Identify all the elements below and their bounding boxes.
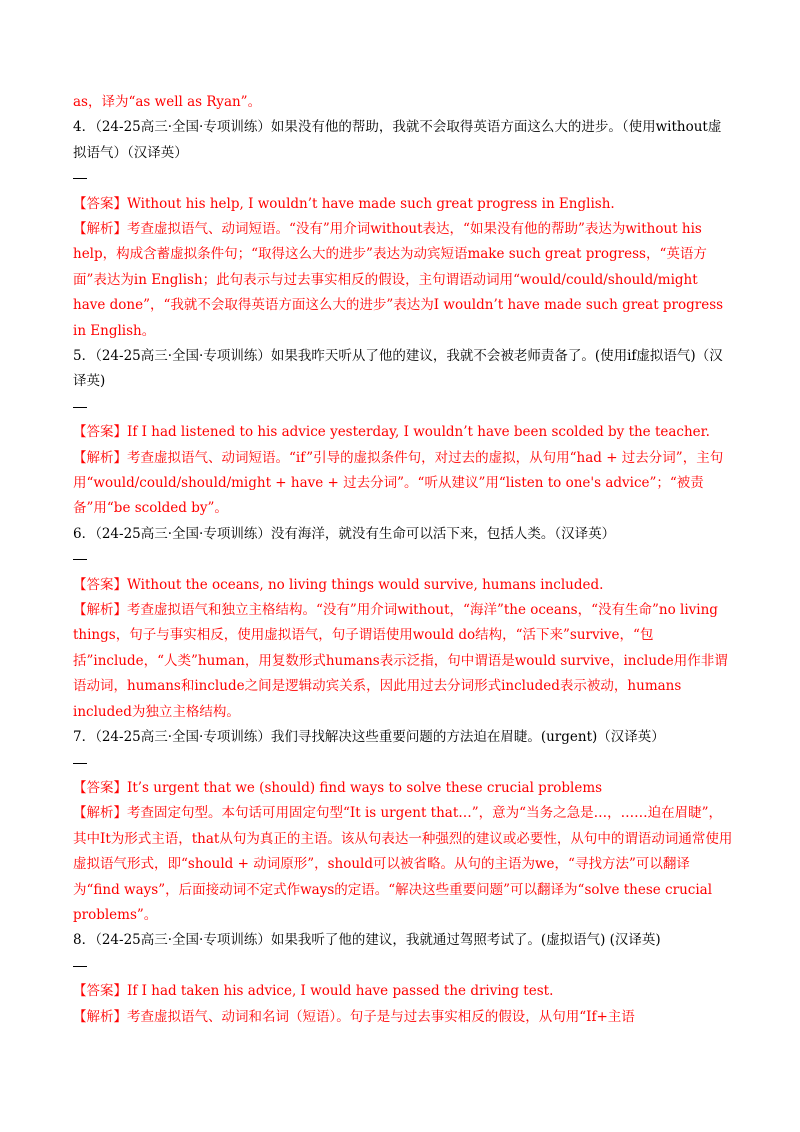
analysis-text: 考查虚拟语气、动词短语。“if”引导的虚拟条件句，对过去的虚拟，从句用“had + 过去分词”，主句用“would/could/should/might + have + 过去分词”。“听从建议”用“listen to one's advice”；“被责备”用“be scolded by”。	[73, 449, 724, 517]
analysis-line	[73, 801, 733, 928]
analysis-line	[73, 598, 733, 725]
analysis-text: 考查虚拟语气和独立主格结构。“没有”用介词without，“海洋”the oceans，“没有生命”no living things，句子与事实相反，使用虚拟语气，句子谓语使用would do结构，“活下来”survive，“包括”include，“人类”human，用复数形式humans表示泛指，句中谓语是would survive，include用作非谓语动词，humans和include之间是逻辑动宾关系，因此用过去分词形式included表示被动，humans included为独立主格结构。	[73, 602, 728, 720]
answer-blank	[73, 547, 733, 572]
question-number: 5．	[73, 348, 96, 365]
analysis-tag: 【解析】	[73, 221, 127, 238]
question-text: （24-25高三·全国·专项训练）如果我听了他的建议，我就通过驾照考试了。(虚拟语气) (汉译英)	[95, 932, 661, 949]
question-block	[73, 522, 733, 725]
blank-line	[73, 407, 87, 408]
question-number: 7．	[73, 729, 96, 746]
lead-text: as，译为“as well as Ryan”。	[73, 94, 262, 110]
answer-text: Without his help, I wouldn’t have made such great progress in English.	[127, 195, 615, 212]
analysis-line	[73, 217, 733, 344]
question-stem	[73, 725, 733, 750]
analysis-line	[73, 1005, 733, 1030]
analysis-tag: 【解析】	[73, 1008, 127, 1025]
question-block	[73, 115, 733, 344]
question-stem	[73, 115, 733, 166]
answer-text: If I had listened to his advice yesterday, I wouldn’t have been scolded by the teacher.	[127, 424, 710, 441]
analysis-text: 考查虚拟语气、动词和名词（短语）。句子是与过去事实相反的假设，从句用“If+主语	[127, 1008, 635, 1025]
question-text: （24-25高三·全国·专项训练）如果我昨天听从了他的建议，我就不会被老师责备了。(使用if虚拟语气)（汉译英)	[73, 348, 723, 390]
answer-tag: 【答案】	[73, 983, 127, 1000]
question-block	[73, 928, 733, 1030]
question-text: （24-25高三·全国·专项训练）没有海洋，就没有生命可以活下来，包括人类。（汉译英）	[95, 525, 616, 542]
blank-line	[73, 178, 87, 179]
analysis-text: 考查固定句型。本句话可用固定句型“It is urgent that…”，意为“当务之急是…，……迫在眉睫”，其中It为形式主语，that从句为真正的主语。该从句表达一种强烈的建议或必要性，从句中的谓语动词通常使用虚拟语气形式，即“should + 动词原形”，should可以被省略。从句的主语为we，“寻找方法”可以翻译为“find ways”，后面接动词不定式作ways的定语。“解决这些重要问题”可以翻译为“solve these crucial problems”。	[73, 805, 733, 923]
answer-tag: 【答案】	[73, 195, 127, 212]
question-number: 6．	[73, 525, 96, 542]
question-number: 8．	[73, 932, 96, 949]
answer-line	[73, 979, 733, 1004]
answer-tag: 【答案】	[73, 576, 127, 593]
document-page	[73, 90, 733, 1030]
question-stem	[73, 928, 733, 953]
answer-text: It’s urgent that we (should) find ways to solve these crucial problems	[127, 779, 603, 796]
blank-line	[73, 559, 87, 560]
question-number: 4．	[73, 119, 96, 136]
question-block	[73, 344, 733, 522]
analysis-tag: 【解析】	[73, 449, 127, 466]
answer-blank	[73, 395, 733, 420]
answer-line	[73, 192, 733, 217]
answer-blank	[73, 166, 733, 191]
answer-text: Without the oceans, no living things would survive, humans included.	[127, 576, 604, 593]
analysis-line	[73, 446, 733, 522]
blank-line	[73, 763, 87, 764]
answer-blank	[73, 954, 733, 979]
question-stem	[73, 344, 733, 395]
analysis-tag: 【解析】	[73, 602, 127, 619]
answer-line	[73, 573, 733, 598]
analysis-text: 考查虚拟语气、动词短语。“没有”用介词without表达，“如果没有他的帮助”表达为without his help，构成含蓄虚拟条件句；“取得这么大的进步”表达为动宾短语make such great progress，“英语方面”表达为in English；此句表示与过去事实相反的假设，主句谓语动词用“would/could/should/might have done”，“我就不会取得英语方面这么大的进步”表达为I wouldn’t have made such great progress in English。	[73, 221, 724, 339]
answer-blank	[73, 751, 733, 776]
answer-line	[73, 420, 733, 445]
blank-line	[73, 966, 87, 967]
question-block	[73, 725, 733, 928]
answer-tag: 【答案】	[73, 424, 127, 441]
answer-text: If I had taken his advice, I would have passed the driving test.	[127, 983, 554, 1000]
answer-line	[73, 776, 733, 801]
analysis-tag: 【解析】	[73, 805, 127, 822]
question-text: （24-25高三·全国·专项训练）我们寻找解决这些重要问题的方法迫在眉睫。(urgent)（汉译英）	[95, 729, 665, 746]
question-stem	[73, 522, 733, 547]
question-text: （24-25高三·全国·专项训练）如果没有他的帮助，我就不会取得英语方面这么大的进步。（使用without虚拟语气）（汉译英）	[73, 119, 722, 161]
answer-tag: 【答案】	[73, 779, 127, 796]
